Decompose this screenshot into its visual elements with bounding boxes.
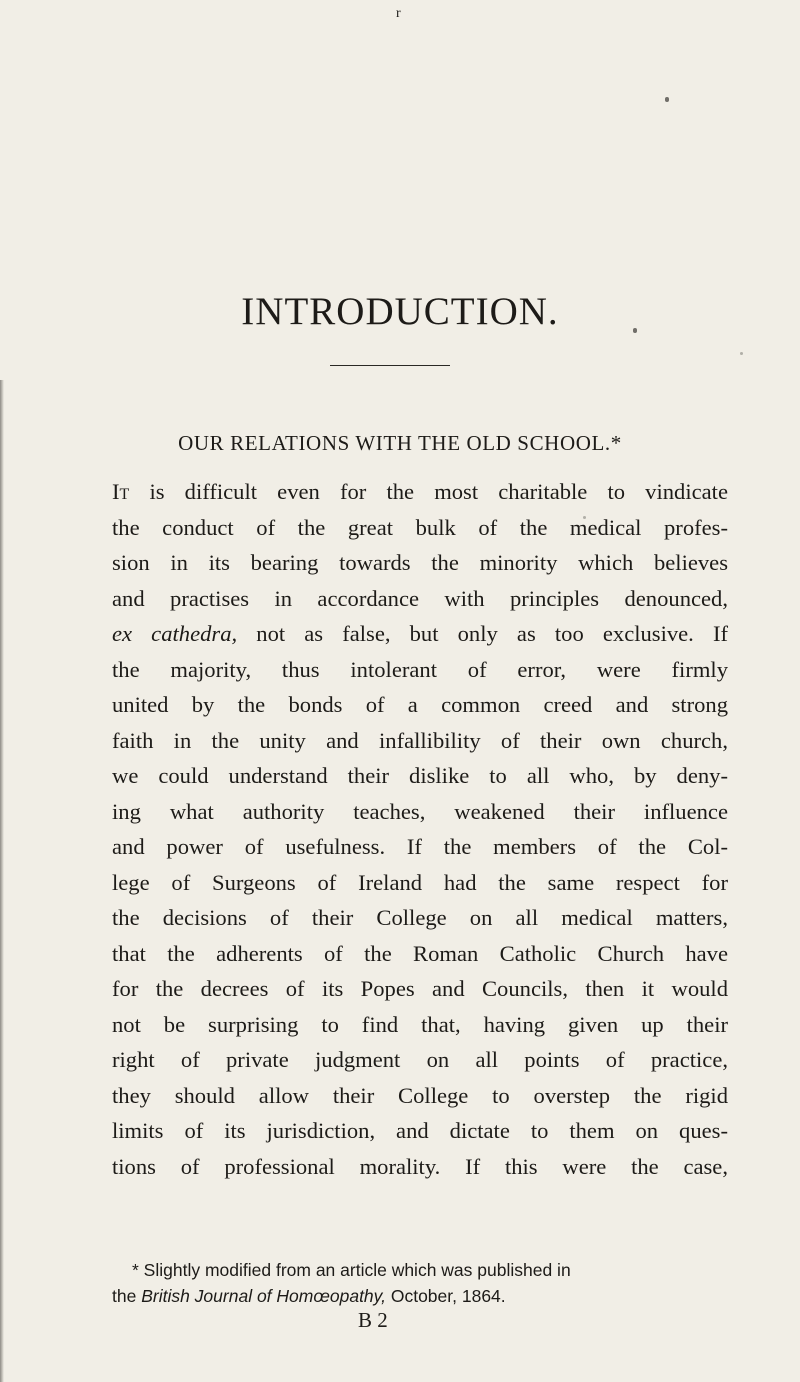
text-line: they should allow their College to overstep the rigid [112, 1082, 728, 1108]
text-line: and power of usefulness. If the members of the Col- [112, 834, 728, 859]
text-line: ex cathedra, not as false, but only as too exclusive. If [112, 621, 729, 646]
text-line: tions of professional morality. If this were the case, [112, 1153, 728, 1179]
text-line: not be surprising to find that, having given up their [112, 1011, 728, 1037]
footnote-line: * Slightly modified from an article which was published in [132, 1260, 571, 1280]
signature-mark: B 2 [358, 1308, 388, 1332]
text-line: the conduct of the great bulk of the medical profes- [112, 514, 728, 540]
ink-fleck [740, 352, 743, 355]
text-line: limits of its jurisdiction, and dictate to them on ques- [112, 1118, 728, 1143]
journal-title: British Journal of Homœopathy, [141, 1286, 386, 1306]
text-line: faith in the unity and infallibility of their own church, [112, 727, 728, 753]
text-line: right of private judgment on all points of practice, [112, 1047, 728, 1072]
text-line: lege of Surgeons of Ireland had the same respect for [112, 869, 728, 895]
body-text [112, 474, 728, 1184]
text-line: the majority, thus intolerant of error, were firmly [112, 656, 728, 682]
text-line: we could understand their dislike to all who, by deny- [112, 763, 728, 788]
footnote [112, 1257, 728, 1309]
section-subheading: OUR RELATIONS WITH THE OLD SCHOOL.* [178, 431, 622, 455]
binding-edge [0, 380, 4, 1382]
latin-phrase: ex cathedra, [112, 621, 238, 646]
text-line: and practises in accordance with principles denounced, [112, 585, 728, 611]
text-line: ing what authority teaches, weakened their influence [112, 798, 728, 824]
ink-fleck [665, 97, 669, 102]
text-line: the decisions of their College on all medical matters, [112, 905, 728, 930]
footnote-line: the British Journal of Homœopathy, October, 1864. [112, 1286, 506, 1306]
drop-word: It [112, 479, 130, 504]
text-line: united by the bonds of a common creed and strong [112, 692, 728, 717]
top-mark: r [396, 6, 401, 21]
text-line: that the adherents of the Roman Catholic Church have [112, 940, 728, 966]
text-line: It is difficult even for the most charitable to vindicate [112, 479, 728, 504]
text-line: sion in its bearing towards the minority which believes [112, 550, 728, 575]
chapter-heading: INTRODUCTION. [241, 290, 559, 333]
heading-rule [330, 365, 450, 366]
text-line: for the decrees of its Popes and Councils, then it would [112, 976, 728, 1001]
